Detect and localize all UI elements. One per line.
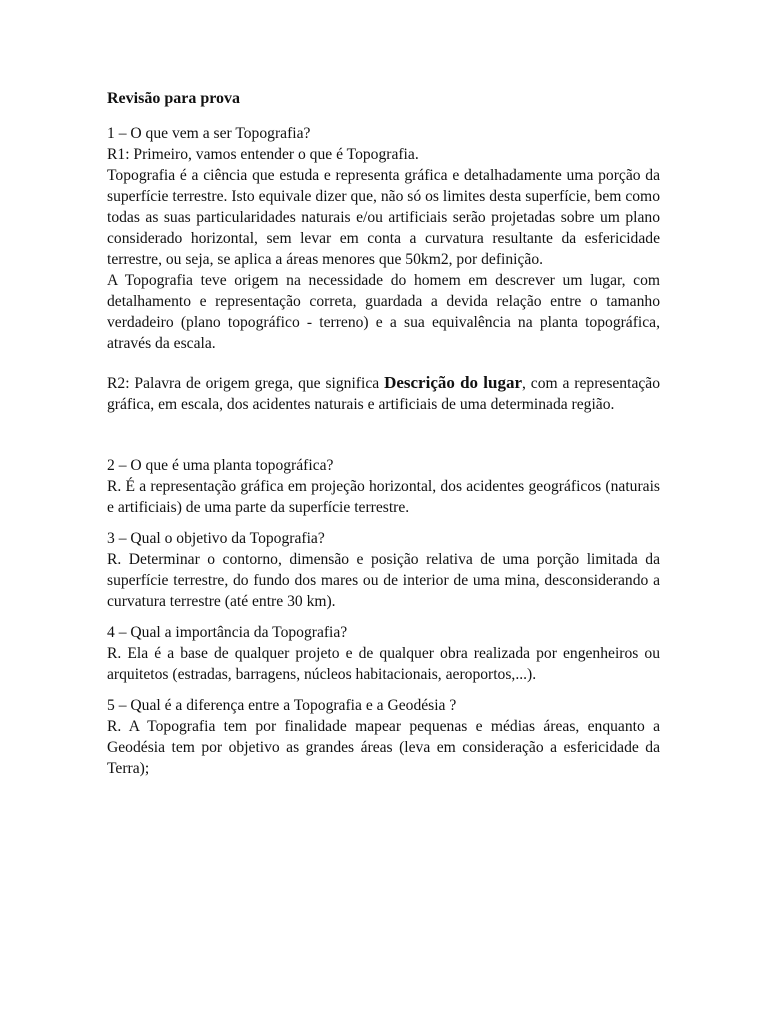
question-2-section [107, 455, 660, 518]
answer-1-r2-before: R2: Palavra de origem grega, que significa [107, 375, 385, 392]
question-1: 1 – O que vem a ser Topografia? [107, 125, 311, 142]
question-5-section [107, 695, 660, 779]
document-page [107, 88, 660, 779]
answer-2: R. É a representação gráfica em projeção horizontal, dos acidentes geográficos (naturais e artificiais) de uma parte da superfície terrestre. [107, 478, 660, 516]
answer-1-paragraph-1: Topografia é a ciência que estuda e representa gráfica e detalhadamente uma porção da superfície terrestre. Isto equivale dizer que, não só os limites desta superfície, bem como todas as suas particularidades naturais e/ou artificiais serão projetadas sobre um plano considerado horizontal, sem levar em conta a curvatura resultante da esfericidade terrestre, ou seja, se aplica a áreas menores que 50km2, por definição. [107, 167, 660, 268]
answer-5: R. A Topografia tem por finalidade mapear pequenas e médias áreas, enquanto a Geodésia tem por objetivo as grandes áreas (leva em consideração a esfericidade da Terra); [107, 718, 660, 777]
document-title: Revisão para prova [107, 90, 241, 107]
answer-1-intro: R1: Primeiro, vamos entender o que é Topografia. [107, 146, 419, 163]
question-4-section [107, 622, 660, 685]
question-3-section [107, 528, 660, 612]
answer-1-paragraph-2: A Topografia teve origem na necessidade do homem em descrever um lugar, com detalhamento e representação correta, guardada a devida relação entre o tamanho verdadeiro (plano topográfico - terreno) e a sua equivalência na planta topográfica, através da escala. [107, 272, 660, 352]
question-5: 5 – Qual é a diferença entre a Topografia e a Geodésia ? [107, 697, 457, 714]
answer-4: R. Ela é a base de qualquer projeto e de qualquer obra realizada por engenheiros ou arquitetos (estradas, barragens, núcleos habitacionais, aeroportos,...). [107, 645, 660, 683]
answer-1-r2-after: , com a representação gráfica, em escala, dos acidentes naturais e artificiais de uma determinada região. [107, 375, 661, 413]
answer-1-r2-emphasis: Descrição do lugar [384, 373, 522, 392]
answer-1-r2 [107, 372, 660, 415]
question-4: 4 – Qual a importância da Topografia? [107, 624, 348, 641]
question-1-section [107, 123, 660, 415]
question-2: 2 – O que é uma planta topográfica? [107, 457, 334, 474]
answer-3: R. Determinar o contorno, dimensão e posição relativa de uma porção limitada da superfície terrestre, do fundo dos mares ou de interior de uma mina, desconsiderando a curvatura terrestre (até entre 30 km). [107, 551, 660, 610]
question-3: 3 – Qual o objetivo da Topografia? [107, 530, 325, 547]
